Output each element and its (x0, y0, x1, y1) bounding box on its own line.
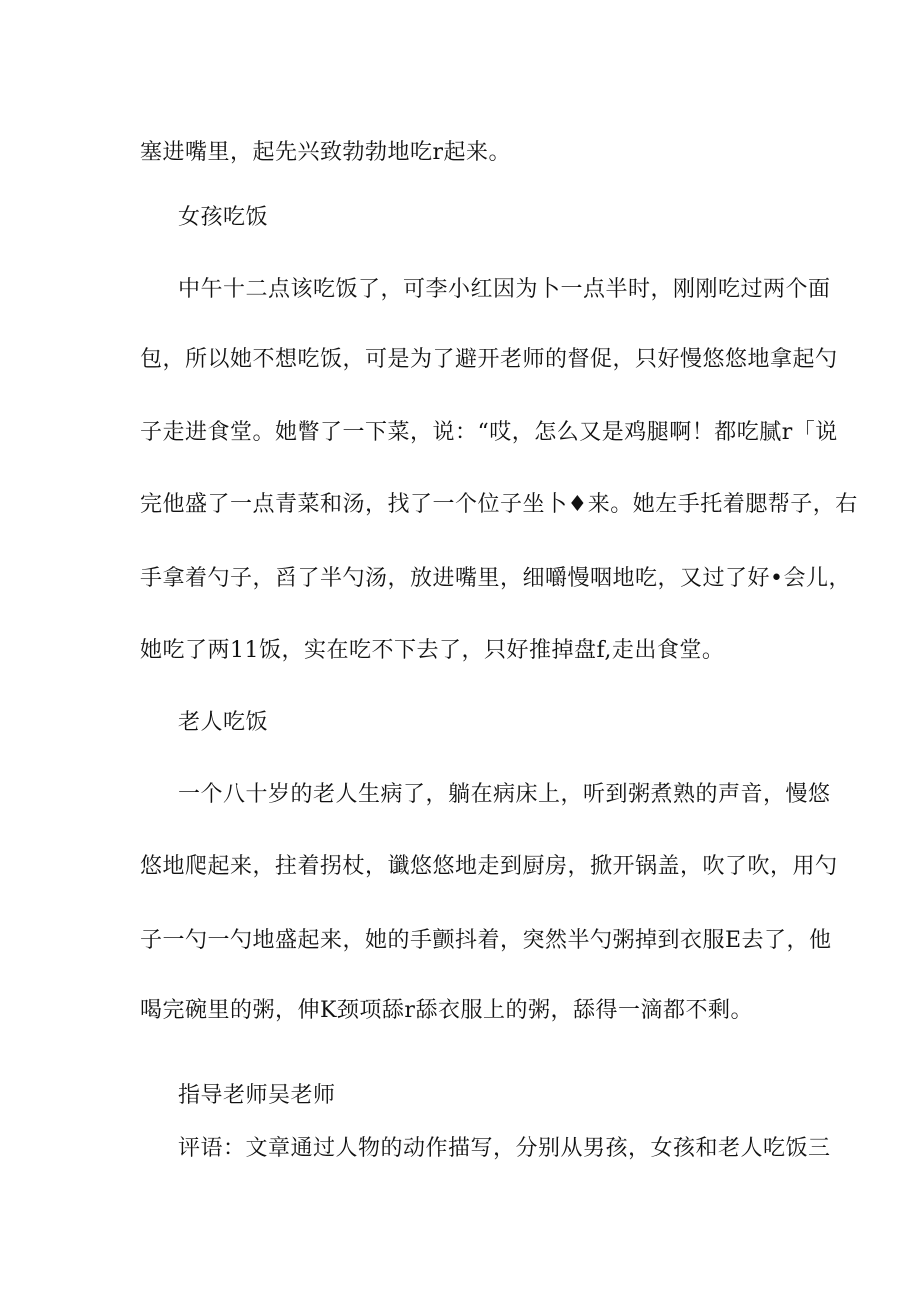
paragraph-line: 子走进食堂。她瞥了一下菜，说：“哎，怎么又是鸡腿啊！都吃腻r「说 (140, 420, 838, 445)
section-heading-girl: 女孩吃饭 (178, 205, 269, 230)
section-heading-elder: 老人吃饭 (178, 710, 269, 735)
paragraph-line: 喝完碗里的粥，伸K颈项舔r舔衣服上的粥，舔得一滴都不剩。 (140, 998, 753, 1023)
teacher-comment: 评语：文章通过人物的动作描写，分别从男孩，女孩和老人吃饭三 (178, 1136, 831, 1161)
paragraph-line: 完他盛了一点青菜和汤，找了一个位子坐卜♦来。她左手托着腮帮子，右 (140, 492, 858, 517)
paragraph-line: 悠地爬起来，拄着拐杖，谶悠悠地走到厨房，掀开锅盖，吹了吹，用勺 (140, 854, 838, 879)
paragraph-line: 一个八十岁的老人生病了，躺在病床上，听到粥煮熟的声音，慢悠 (178, 782, 831, 807)
paragraph-line: 中午十二点该吃饭了，可李小红因为卜一点半时，刚刚吃过两个面 (178, 277, 831, 302)
paragraph-line: 手拿着勺子，舀了半勺汤，放进嘴里，细嚼慢咽地吃，又过了好•会儿， (140, 566, 851, 591)
paragraph-line: 包，所以她不想吃饭，可是为了避开老师的督促，只好慢悠悠地拿起勺 (140, 347, 838, 372)
paragraph-line: 塞进嘴里，起先兴致勃勃地吃r起来。 (140, 140, 512, 165)
advisor-credit: 指导老师吴老师 (178, 1083, 336, 1108)
paragraph-line: 她吃了两11饭，实在吃不下去了，只好推掉盘f,走出食堂。 (140, 638, 725, 663)
paragraph-line: 子一勺一勺地盛起来，她的手颤抖着，突然半勺粥掉到衣服E去了，他 (140, 928, 832, 953)
